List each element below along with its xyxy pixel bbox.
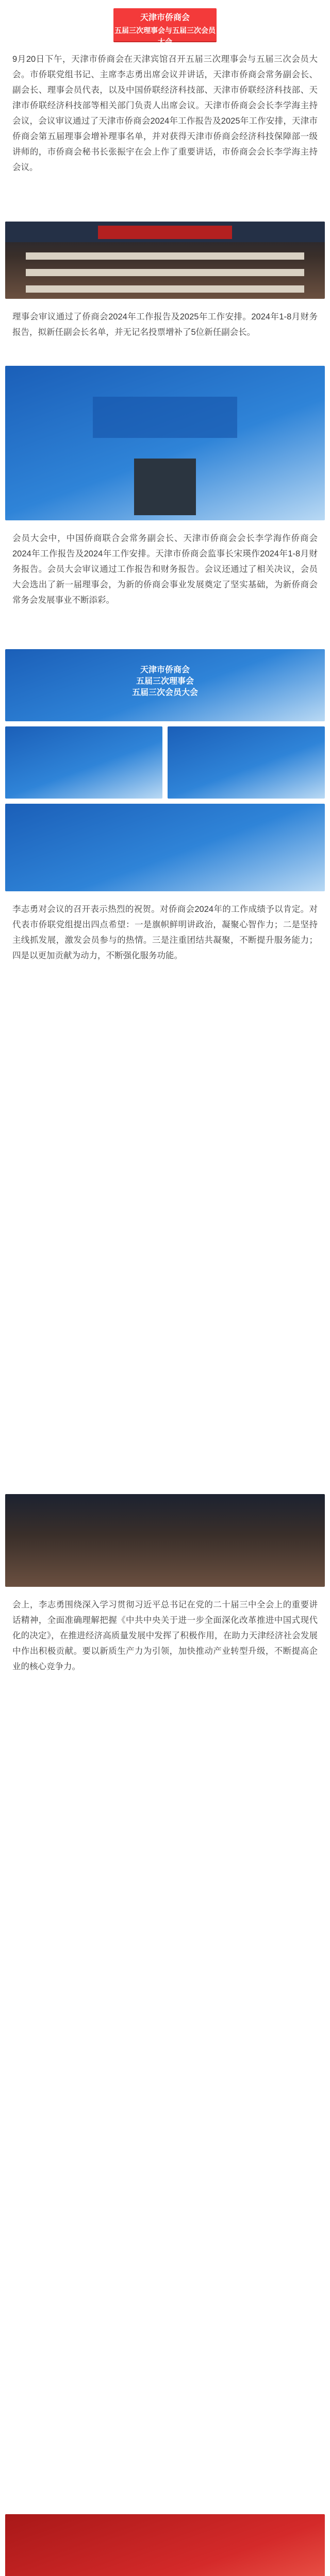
title-banner <box>113 8 217 46</box>
photo-award-1 <box>5 726 162 799</box>
meeting-hall-illustration <box>5 222 325 299</box>
photo-stage-banner-group <box>5 649 325 721</box>
banner-subtitle: 五届三次理事会与五届三次会员大会 <box>114 26 216 46</box>
podium-illustration <box>5 366 325 520</box>
paragraph-4: 李志勇对会议的召开表示热烈的祝贺。对侨商会2024年的工作成绩予以肯定。对代表市侨联党组提出四点希望：一是旗帜鲜明讲政治，凝聚心智作力；二是坚持主线抓发展，激发会员参与的热情。三是注重团结共凝聚，不断提升服务能力；四是以更加贡献为动力，不断强化服务功能。 <box>12 905 318 960</box>
photo-speaker-lectern <box>5 1494 325 1587</box>
photo-award-group <box>5 804 325 891</box>
photo-award-2 <box>168 726 325 799</box>
stage-banner-caption: 天津市侨商会 五届三次理事会 五届三次会员大会 <box>131 666 198 697</box>
paragraph-5: 会上，李志勇围绕深入学习贯彻习近平总书记在党的二十届三中全会上的重要讲话精神，全面准确理解把握《中共中央关于进一步全面深化改革推进中国式现代化的决定》，在推进经济高质量发展中发挥了积极作用，在助力天津经济社会发展中作出积极贡献。要以新质生产力为引领，加快推动产业转型升级，不断提高企业的核心竞争力。 <box>12 1600 318 1671</box>
photo-forum-stage <box>5 2514 325 2576</box>
paragraph-1: 9月20日下午，天津市侨商会在天津宾馆召开五届三次理事会与五届三次会员大会。市侨联党组书记、主席李志勇出席会议并讲话，天津市侨商会常务副会长、副会长、理事会员代表，以及中国侨联经济科技部、天津市侨联经济科技部、天津市侨联经济科技部等相关部门负责人出席会议。天津市侨商会会长李学海主持会议，会议审议通过了天津市侨商会2024年工作报告及2025年工作安排，天津市侨商会第五届理事会增补理事名单，并对获得天津市侨商会经济科技保障部一级讲师的，市侨商会秘书长张振宇在会上作了重要讲话，市侨商会会长李学海主持会议。 <box>12 55 318 172</box>
paragraph-2: 理事会审议通过了侨商会2024年工作报告及2025年工作安排。2024年1-8月财务报告，拟新任副会长名单，并无记名投票增补了5位新任副会长。 <box>12 312 318 337</box>
paragraph-3: 会员大会中，中国侨商联合会常务副会长、天津市侨商会会长李学海作侨商会2024年工作报告及2024年工作安排。天津市侨商会监事长宋瑛作2024年1-8月财务报告。会员大会审议通过工作报告和财务报告。会议还通过了相关决议，会员大会选出了新一届理事会，为新的侨商会事业发展奠定了坚实基础，为新侨商会常务会发展事业不断添彩。 <box>12 534 318 605</box>
photo-podium-speech <box>5 366 325 520</box>
banner-title: 天津市侨商会 <box>140 13 190 22</box>
photo-meeting-hall <box>5 222 325 299</box>
